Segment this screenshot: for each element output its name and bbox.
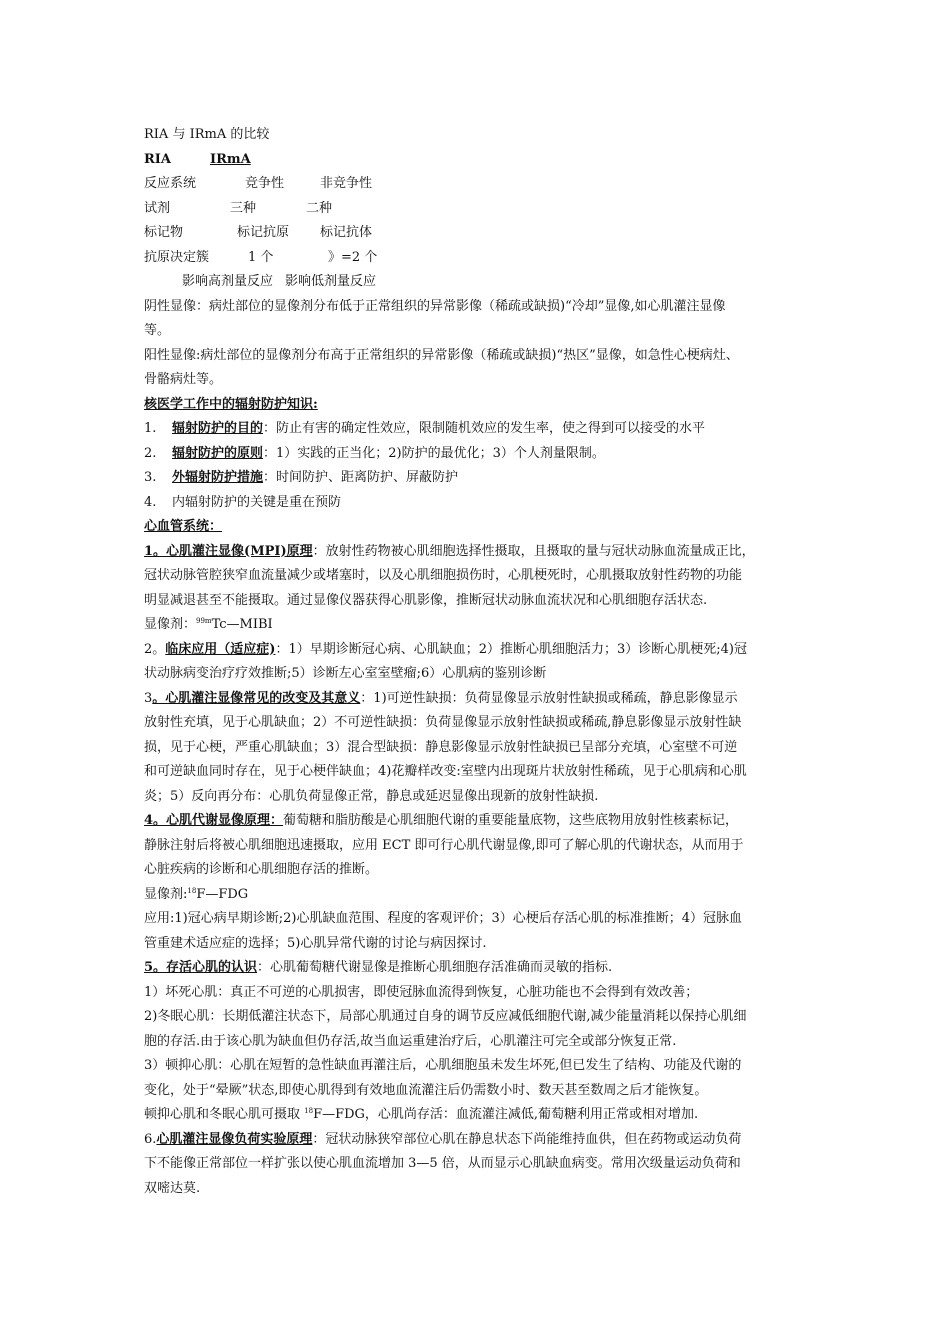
imaging-agent-mibi: 显像剂：$^{99m}$Tc—MIBI — [144, 617, 273, 632]
stunned-myocardium-cont: 变化，处于“晕厥”状态,即使心肌得到有效地血流灌注后仍需数小时、数天甚至数周之后才能恢复。 — [144, 1082, 708, 1098]
radiation-item: 4. 内辐射防护的关键是重在预防 — [144, 494, 342, 510]
mpi-principle: 1。心肌灌注显像(MPI)原理：放射性药物被心肌细胞选择性摄取，且摄取的量与冠状动脉血流量成正比， — [144, 543, 755, 559]
fdg-uptake-note: 顿抑心肌和冬眠心肌可摄取 $^{18}$F—FDG，心肌尚存活：血流灌注减低,葡萄糖利用正常或相对增加. — [144, 1107, 699, 1122]
cardio-heading: 心血管系统： — [144, 519, 223, 534]
comparison-row: 试剂 三种 二种 — [144, 200, 333, 216]
comparison-header — [144, 148, 812, 173]
document-page — [144, 123, 812, 1201]
metabolic-imaging-cont: 静脉注射后将被心肌细胞迅速摄取，应用 ECT 即可行心肌代谢显像,即可了解心肌的代谢状态，从而用于 — [144, 837, 744, 853]
viable-myocardium: 5。存活心肌的认识：心肌葡萄糖代谢显像是推断心肌细胞存活准确而灵敏的指标. — [144, 960, 613, 975]
metabolic-imaging: 4。心肌代谢显像原理：葡萄糖和脂肪酸是心肌细胞代谢的重要能量底物，这些底物用放射性核素标记， — [144, 813, 739, 828]
mpi-principle-cont: 明显减退甚至不能摄取。通过显像仪器获得心肌影像，推断冠状动脉血流状况和心肌细胞存活状态. — [144, 592, 708, 608]
metabolic-imaging-cont: 心脏疾病的诊断和心肌细胞存活的推断。 — [144, 862, 379, 877]
imaging-agent-fdg: 显像剂:$^{18}$F—FDG — [144, 886, 249, 902]
clinical-application-cont: 状动脉病变治疗疗效推断;5）诊断左心室室壁瘤;6）心肌病的鉴别诊断 — [144, 666, 547, 681]
comparison-row: 反应系统 竞争性 非竞争性 — [144, 176, 373, 191]
comparison-title: RIA 与 IRmA 的比较 — [144, 127, 270, 142]
stress-test-principle-cont: 双嘧达莫. — [144, 1180, 201, 1196]
radiation-heading: 核医学工作中的辐射防护知识: — [144, 396, 318, 412]
header-irma: IRmA — [210, 151, 251, 167]
clinical-application: 2。临床应用（适应症)：1）早期诊断冠心病、心肌缺血；2）推断心肌细胞活力；3）诊断心肌梗死;4)冠 — [144, 641, 747, 657]
stunned-myocardium: 3）顿抑心肌：心肌在短暂的急性缺血再灌注后，心肌细胞虽未发生坏死,但已发生了结构、功能及代谢的 — [144, 1058, 742, 1073]
necrotic-myocardium: 1）坏死心肌：真正不可逆的心肌损害，即使冠脉血流得到恢复，心脏功能也不会得到有效改善； — [144, 984, 699, 1000]
mpi-changes-cont: 损，见于心梗，严重心肌缺血；3）混合型缺损：静息影像显示放射性缺损已呈部分充填，心室壁不可逆 — [144, 739, 738, 755]
mpi-changes-cont: 炎；5）反向再分布：心肌负荷显像正常，静息或延迟显像出现新的放射性缺损. — [144, 788, 599, 804]
negative-imaging: 阴性显像：病灶部位的显像剂分布低于正常组织的异常影像（稀疏或缺损)“冷却”显像,如心肌灌注显像 — [144, 298, 726, 314]
header-ria: RIA — [144, 151, 171, 167]
mpi-changes-cont: 和可逆缺血同时存在，见于心梗伴缺血；4)花瓣样改变:室壁内出现斑片状放射性稀疏，见于心肌病和心肌 — [144, 764, 747, 779]
comparison-row: 标记物 标记抗原 标记抗体 — [144, 225, 373, 240]
comparison-row: 抗原决定簇 1 个 》=2 个 — [144, 249, 378, 265]
negative-imaging-cont: 等。 — [144, 323, 171, 338]
mpi-changes: 3。心肌灌注显像常见的改变及其意义：1)可逆性缺损：负荷显像显示放射性缺损或稀疏，静息影像显示 — [144, 690, 738, 706]
positive-imaging-cont: 骨骼病灶等。 — [144, 372, 223, 387]
application-list-cont: 管重建术适应症的选择；5)心肌异常代谢的讨论与病因探讨. — [144, 935, 487, 951]
hibernating-myocardium-cont: 胞的存活.由于该心肌为缺血但仍存活,故当血运重建治疗后，心肌灌注可完全或部分恢复正常. — [144, 1033, 677, 1049]
radiation-item: 3. 外辐射防护措施：时间防护、距离防护、屏蔽防护 — [144, 470, 459, 485]
hibernating-myocardium: 2)冬眠心肌：长期低灌注状态下，局部心肌通过自身的调节反应减低细胞代谢,减少能量消耗以保持心肌细 — [144, 1009, 747, 1024]
radiation-item: 2. 辐射防护的原则：1）实践的正当化；2)防护的最优化；3）个人剂量限制。 — [144, 445, 605, 461]
radiation-item: 1. 辐射防护的目的：防止有害的确定性效应，限制随机效应的发生率，使之得到可以接受的水平 — [144, 421, 706, 436]
stress-test-principle-cont: 下不能像正常部位一样扩张以使心肌血流增加 3—5 倍，从而显示心肌缺血病变。常用次级量运动负荷和 — [144, 1156, 741, 1171]
stress-test-principle: 6.心肌灌注显像负荷实验原理：冠状动脉狭窄部位心肌在静息状态下尚能维持血供，但在药物或运动负荷 — [144, 1131, 742, 1147]
mpi-changes-cont: 放射性充填，见于心肌缺血；2）不可逆性缺损：负荷显像显示放射性缺损或稀疏,静息影像显示放射性缺 — [144, 715, 742, 730]
application-list: 应用:1)冠心病早期诊断;2)心肌缺血范围、程度的客观评价；3）心梗后存活心肌的标准推断；4）冠脉血 — [144, 911, 742, 926]
mpi-principle-cont: 冠状动脉管腔狭窄血流量减少或堵塞时，以及心肌细胞损伤时，心肌梗死时，心肌摄取放射性药物的功能 — [144, 568, 743, 583]
comparison-row: 影响高剂量反应 影响低剂量反应 — [182, 274, 377, 289]
positive-imaging: 阳性显像:病灶部位的显像剂分布高于正常组织的异常影像（稀疏或缺损)“热区”显像，如急性心梗病灶、 — [144, 347, 739, 363]
